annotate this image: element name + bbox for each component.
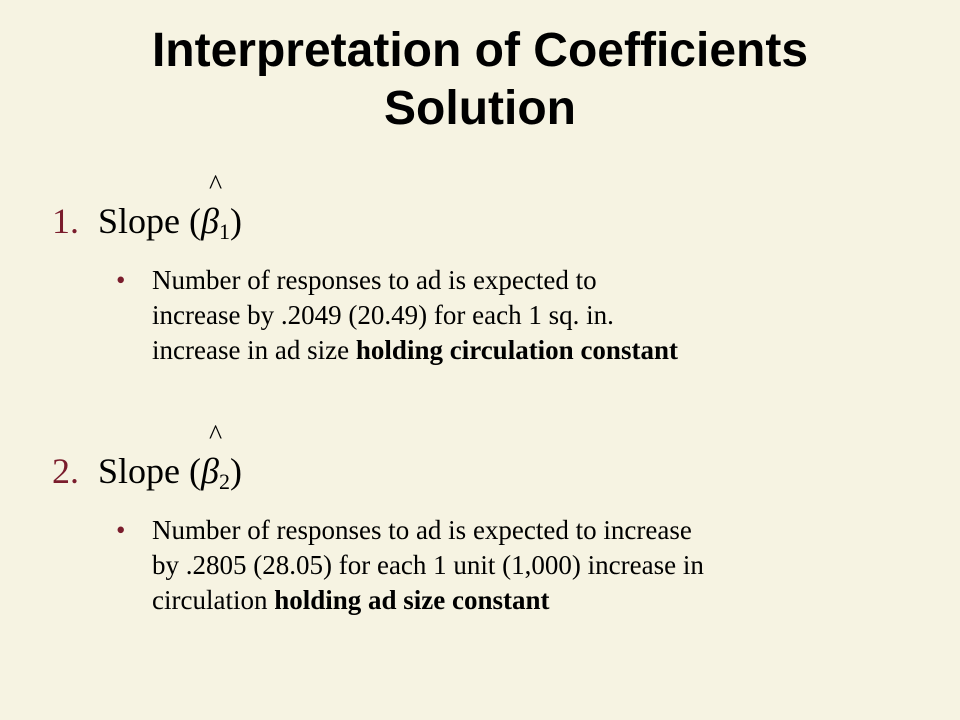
- item-2-heading: [52, 420, 242, 495]
- beta-1-symbol: β: [201, 201, 219, 241]
- item-2-line-3-text: circulation: [152, 585, 275, 615]
- item-1-close: ): [229, 201, 242, 241]
- beta-2-symbol: β: [201, 451, 219, 491]
- hat-1: ^: [209, 170, 223, 201]
- slide-title: [0, 22, 960, 138]
- item-1-line-3: [152, 333, 912, 368]
- item-2-number: 2.: [52, 451, 79, 491]
- item-2-line-2: by .2805 (28.05) for each 1 unit (1,000) increase in: [152, 550, 704, 580]
- beta-2-subscript: 2: [218, 469, 230, 494]
- item-1-line-3-text: increase in ad size: [152, 335, 356, 365]
- item-2-line-1: Number of responses to ad is expected to increase: [152, 515, 692, 545]
- hat-2: ^: [209, 420, 223, 451]
- beta-1-subscript: 1: [218, 219, 230, 244]
- title-line-1: Interpretation of Coefficients: [151, 24, 809, 77]
- bullet-dot-1: •: [116, 265, 126, 295]
- beta-hat-1: [201, 170, 230, 245]
- item-2-close: ): [229, 451, 242, 491]
- item-1-bold-tail: holding circulation constant: [355, 335, 678, 365]
- item-2-label: Slope (: [98, 451, 201, 491]
- item-1-text: [152, 263, 912, 368]
- item-1-label: Slope (: [98, 201, 201, 241]
- beta-hat-2: [201, 420, 230, 495]
- item-2-line-3: [152, 583, 912, 618]
- item-1-heading: [52, 170, 242, 245]
- item-1-number: 1.: [52, 201, 79, 241]
- item-2-text: [152, 513, 912, 618]
- title-line-2: Solution: [384, 82, 576, 135]
- bullet-dot-2: •: [116, 515, 126, 545]
- item-1-line-1: Number of responses to ad is expected to: [152, 265, 597, 295]
- item-1-line-2: increase by .2049 (20.49) for each 1 sq. in.: [152, 300, 614, 330]
- item-2-bold-tail: holding ad size constant: [274, 585, 550, 615]
